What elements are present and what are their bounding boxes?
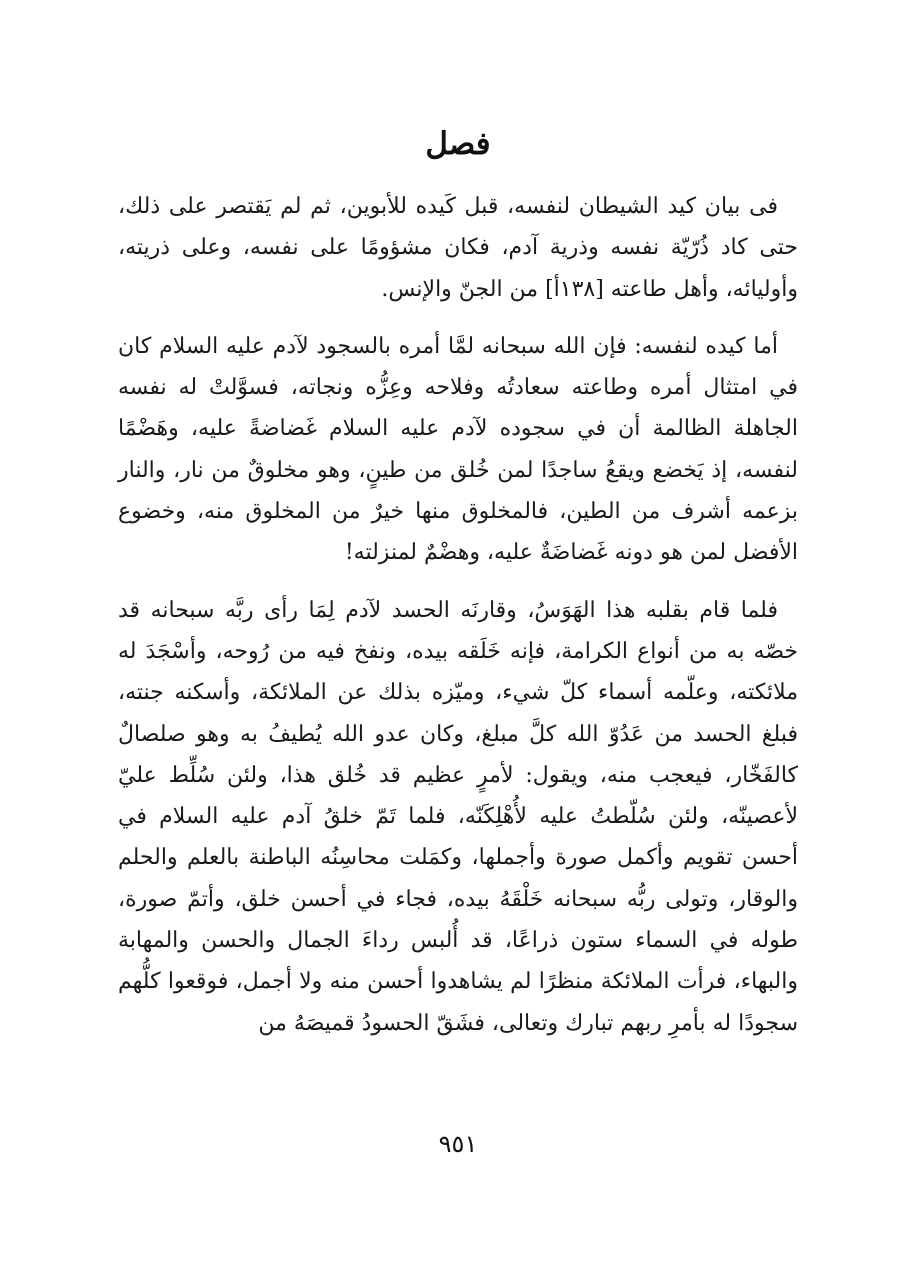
page-number: ٩٥١ [438,1130,478,1158]
paragraph-intro: فى بيان كيد الشيطان لنفسه، قبل كَيده للأبوين، ثم لم يَقتصر على ذلك، حتى كاد ذُرّيّة نفسه وذرية آدم، فكان مشؤومًا على نفسه، وعلى ذريته، وأوليائه، وأهل طاعته [١٣٨أ] من الجنّ والإنس. [118,194,798,302]
paragraph-envy-of-adam: فلما قام بقلبه هذا الهَوَسُ، وقارنَه الحسد لآدم لِمَا رأى ربَّه سبحانه قد خصّه به من أنواع الكرامة، فإنه خَلَقه بيده، ونفخ فيه من رُوحه، وأسْجَدَ له ملائكته، وعلّمه أسماء كلّ شيء، وميّزه بذلك عن الملائكة، وأسكنه جنته، فبلغ الحسد من عَدُوّ الله كلَّ مبلغ، وكان عدو الله يُطيفُ به وهو صلصالٌ كالفَخّار، فيعجب منه، ويقول: لأمرٍ عظيم قد خُلق هذا، ولئن سُلِّط عليّ لأعصينّه، ولئن سُلّطتُ عليه لأُهْلِكَنّه، فلما تَمّ خلقُ آدم عليه السلام في أحسن تقويم وأكمل صورة وأجملها، وكمَلت محاسِنُه الباطنة بالعلم والحلم والوقار، وتولى ربُّه سبحانه خَلْقَهُ بيده، فجاء في أحسن خلق، وأتمّ صورة، طوله في السماء ستون ذراعًا، قد أُلبس رداءَ الجمال والحسن والمهابة والبهاء، فرأت الملائكة منظرًا لم يشاهدوا أحسن منه ولا أجمل، فوقعوا كلُّهم سجودًا له بأمرِ ربهم تبارك وتعالى، فشَقّ الحسودُ قميصَهُ من [118,597,798,1036]
body-text [118,186,798,1044]
book-page [118,0,798,1271]
paragraph-self-deception: أما كيده لنفسه: فإن الله سبحانه لمَّا أمره بالسجود لآدم عليه السلام كان في امتثال أمره وطاعته سعادتُه وفلاحه وعِزُّه ونجاته، فسوَّلتْ له نفسه الجاهلة الظالمة أن في سجوده لآدم عليه السلام غَضاضةً عليه، وهَضْمًا لنفسه، إذ يَخضع ويقعُ ساجدًا لمن خُلق من طينٍ، وهو مخلوقٌ من نار، والنار بزعمه أشرف من الطين، فالمخلوق منها خيرٌ من المخلوق منه، وخضوع الأفضل لمن هو دونه غَضاضَةٌ عليه، وهضْمٌ لمنزلته! [118,333,798,566]
section-title: فصل [425,126,491,162]
